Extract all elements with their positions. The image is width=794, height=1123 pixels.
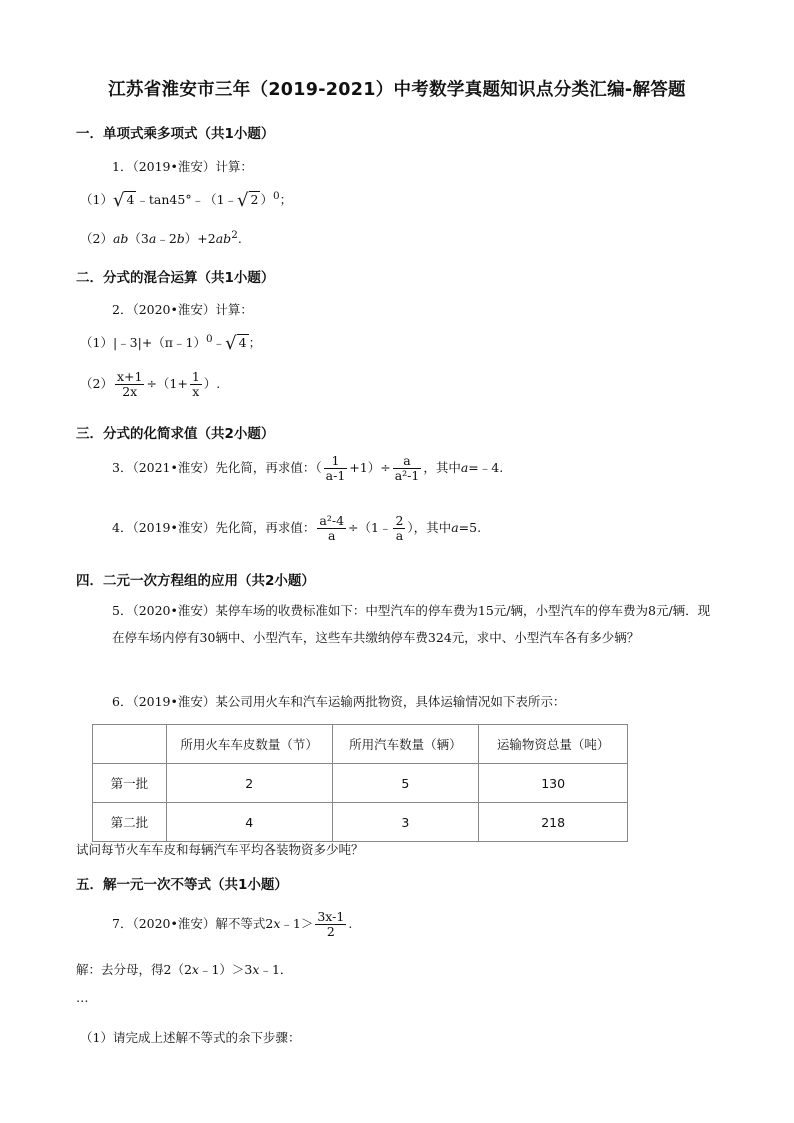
q1-part1: （1）√ 4 ﹣tan45°﹣（1﹣√ 2 ）$^0$； bbox=[80, 189, 293, 211]
q5-text: 5．（2020•淮安）某停车场的收费标准如下：中型汽车的停车费为15元/辆，小型汽车的停车费为8元/辆．现在停车场内停有30辆中、小型汽车，这些车共缴纳停车费324元，求中、小型汽车各有多少辆？ bbox=[112, 603, 711, 645]
section-heading-2: 二．分式的混合运算（共1小题） bbox=[76, 270, 275, 286]
page-title: 江苏省淮安市三年（2019-2021）中考数学真题知识点分类汇编-解答题 bbox=[108, 80, 686, 100]
fraction: $\frac{3x-1}{2}$ bbox=[317, 909, 345, 939]
ellipsis: … bbox=[76, 990, 89, 1005]
q2-stem: 2．（2020•淮安）计算： bbox=[112, 302, 253, 317]
q6-stem: 6．（2019•淮安）某公司用火车和汽车运输两批物资，具体运输情况如下表所示： bbox=[112, 694, 566, 709]
q1-stem: 1．（2019•淮安）计算： bbox=[112, 159, 253, 174]
table-header-row bbox=[93, 725, 628, 764]
table-cell: 5 bbox=[332, 764, 479, 803]
table-header-cell: 所用汽车数量（辆） bbox=[332, 725, 479, 764]
table-cell: 第二批 bbox=[93, 803, 167, 842]
table-cell: 第一批 bbox=[93, 764, 167, 803]
q4: 4．（2019•淮安）先化简，再求值： $\frac{\text{a²-4}}{a}$ ÷（1﹣ $\frac{2}{a}$ ），其中a=5. bbox=[112, 513, 482, 543]
section-heading-4: 四．二元一次方程组的应用（共2小题） bbox=[76, 573, 315, 589]
q7-task1: （1）请完成上述解不等式的余下步骤： bbox=[80, 1030, 301, 1045]
section-heading-5: 五．解一元一次不等式（共1小题） bbox=[76, 877, 288, 893]
table-header-cell: 运输物资总量（吨） bbox=[479, 725, 628, 764]
sqrt-2: √ 2 bbox=[237, 189, 259, 211]
q7-solution: 解：去分母，得2（2x﹣1）＞3x﹣1． bbox=[76, 962, 293, 977]
table-row bbox=[93, 803, 628, 842]
q2-part2: （2） $\frac{x+1}{2x}$ ÷（1+ $\frac{1}{x}$ ）. bbox=[80, 369, 221, 399]
table-header-cell bbox=[93, 725, 167, 764]
fraction: $\frac{a}{\text{a²-1}}$ bbox=[394, 453, 420, 483]
table-cell: 218 bbox=[479, 803, 628, 842]
q7-stem: 7．（2020•淮安）解不等式2x﹣1＞ $\frac{3x-1}{2}$ . bbox=[112, 909, 353, 939]
table-header-cell: 所用火车车皮数量（节） bbox=[166, 725, 332, 764]
fraction: $\frac{2}{a}$ bbox=[395, 513, 404, 543]
section-heading-1: 一．单项式乘多项式（共1小题） bbox=[76, 126, 275, 142]
q6-question: 试问每节火车车皮和每辆汽车平均各装物资多少吨？ bbox=[76, 842, 364, 857]
q2-part1: （1）|﹣3|+（π﹣1）$^0$﹣√ 4 ； bbox=[80, 332, 262, 354]
q3: 3．（2021•淮安）先化简，再求值：（ $\frac{1}{a-1}$ +1）÷ $\frac{a}{\text{a²-1}}$ ，其中a=﹣4. bbox=[112, 453, 504, 483]
transport-table bbox=[92, 724, 628, 842]
table-cell: 2 bbox=[166, 764, 332, 803]
fraction: $\frac{1}{a-1}$ bbox=[325, 453, 346, 483]
fraction: $\frac{1}{x}$ bbox=[191, 369, 200, 399]
section-heading-3: 三．分式的化简求值（共2小题） bbox=[76, 426, 275, 442]
table-row bbox=[93, 764, 628, 803]
sqrt-4: √ 4 bbox=[225, 332, 247, 354]
fraction: $\frac{\text{a²-4}}{a}$ bbox=[319, 513, 345, 543]
fraction: $\frac{x+1}{2x}$ bbox=[116, 369, 143, 399]
sqrt-4: √ 4 bbox=[112, 189, 135, 211]
table-cell: 130 bbox=[479, 764, 628, 803]
q1-part2: $(2)ab(3a﹣2b)+2ab^2$. bbox=[80, 229, 242, 247]
table-cell: 4 bbox=[166, 803, 332, 842]
table-cell: 3 bbox=[332, 803, 479, 842]
